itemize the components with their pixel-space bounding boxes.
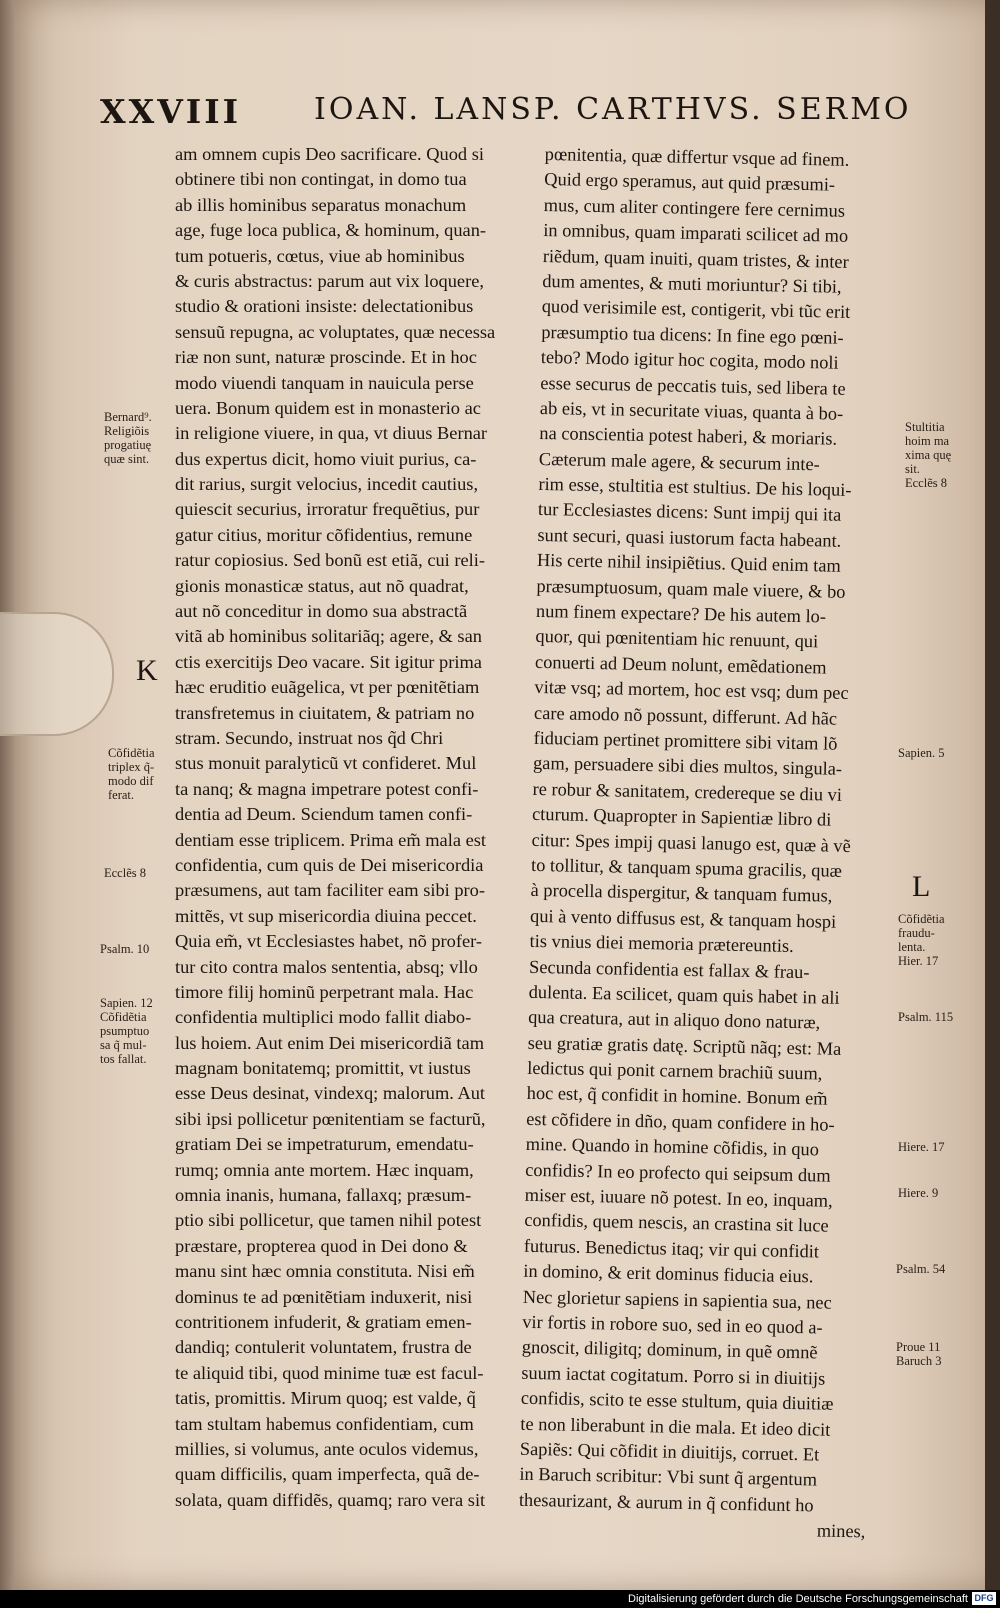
text-line: magnam bonitatemq; promittit, vt iustus xyxy=(175,1058,471,1079)
text-line: stus monuit paralyticũ vt confideret. Mul xyxy=(175,753,477,774)
text-line: præsumptio tua dicens: In fine ego pœni- xyxy=(541,321,844,348)
text-line: dentia ad Deum. Sciendum tamen confi- xyxy=(175,804,473,825)
digitization-footer xyxy=(0,1590,1000,1608)
text-line: gratiam Dei se impetraturum, emendatu- xyxy=(175,1134,474,1155)
text-line: te aliquid tibi, quod minime tuæ est facul- xyxy=(175,1362,484,1383)
margin-note-hiere17: Hiere. 17 xyxy=(898,1140,945,1154)
text-line: tur Ecclesiastes dicens: Sunt impij qui ita xyxy=(537,499,842,526)
text-line: gatur citius, moritur cõfidentius, remune xyxy=(175,524,473,545)
text-line: modo viuendi tanquam in nauicula perse xyxy=(175,372,474,393)
text-line: to tollitur, & tanquam spuma gracilis, quæ xyxy=(530,854,843,881)
text-line: omnia inanis, humana, fallaxq; præsum- xyxy=(175,1185,472,1206)
margin-note-confidentia: Cõfidẽtia triplex q̃- modo dif ferat. xyxy=(108,746,155,802)
text-line: sunt securi, quasi iustorum facta habeant. xyxy=(537,524,842,551)
text-line: riẽdum, quam inuiti, quam tristes, & inter xyxy=(542,245,849,272)
text-line: re robur & sanitatem, credereque se diu vi xyxy=(532,778,843,805)
text-line: ta nanq; & magna impetrare potest confi- xyxy=(175,778,479,799)
text-line: futurus. Benedictus itaq; vir qui confidit xyxy=(523,1235,820,1262)
margin-note-psalm10: Psalm. 10 xyxy=(100,942,150,956)
text-line: cturum. Quapropter in Sapientiæ libro di xyxy=(531,804,832,830)
text-line: age, fuge loca publica, & hominum, quan- xyxy=(175,220,487,241)
text-line: Nec glorietur sapiens in sapientia sua, nec xyxy=(522,1286,832,1313)
text-line: transfretemus in ciuitatem, & patriam no xyxy=(175,702,475,723)
text-line: rim esse, stultitia est stultius. De his loqui- xyxy=(538,474,852,501)
text-line: confidis, scito te esse stultum, quia diuitiæ xyxy=(520,1387,834,1414)
text-line: contritionem infuderit, & gratiam emen- xyxy=(175,1311,472,1332)
dfg-logo: DFG xyxy=(972,1592,996,1605)
section-letter-l: L xyxy=(912,870,931,903)
text-line: & curis abstractus: parum aut vix loquere, xyxy=(175,270,484,291)
text-line: mus, cum aliter contingere fere cernimus xyxy=(543,194,846,221)
text-line: quor, qui pœnitentiam hic renuunt, qui xyxy=(535,626,819,652)
left-text-column xyxy=(175,142,525,1513)
margin-note-bernard: Bernard⁹. Religiõis progatiuę quæ sint. xyxy=(104,410,152,466)
text-line: gam, persuadere sibi dies multos, singula- xyxy=(532,753,843,780)
text-line: in religione viuere, in qua, vt diuus Bernar xyxy=(175,423,488,444)
text-line: care amodo nõ possunt, differunt. Ad hãc xyxy=(533,702,838,729)
text-line: quod verisimile est, contigerit, vbi tũc erit xyxy=(541,296,851,323)
text-line: Cæterum male agere, & securum inte- xyxy=(538,448,820,475)
text-line: mine. Quando in homine cõfidis, in quo xyxy=(525,1134,820,1160)
margin-note-sapien12: Sapien. 12 Cõfidẽtia psumptuo sa q̃ mul- tos fallat. xyxy=(100,996,153,1066)
text-line: pœnitentia, quæ differtur vsque ad finem. xyxy=(544,143,850,170)
text-line: obtinere tibi non contingat, in domo tua xyxy=(175,169,467,190)
text-line: dum amentes, & muti moriuntur? Si tibi, xyxy=(542,270,842,297)
text-line: à procella dispergitur, & tanquam fumus, xyxy=(530,880,833,906)
running-title: IOAN. LANSP. CARTHVS. SERMO xyxy=(314,92,912,127)
text-line: dentiam esse triplicem. Prima em̃ mala est xyxy=(175,829,487,850)
text-line: num finem expectare? De his autem lo- xyxy=(535,600,827,627)
text-line: tum potueris, cœtus, viue ab hominibus xyxy=(175,245,465,266)
text-line: studio & orationi insiste: delectationibus xyxy=(175,296,474,317)
text-line: esse securus de peccatis tuis, sed libera te xyxy=(540,372,846,399)
text-line: Quid ergo speramus, aut quid præsumi- xyxy=(544,169,836,195)
margin-note-confidentia-fraudulenta: Cõfidẽtia fraudu- lenta. Hier. 17 xyxy=(898,912,945,968)
margin-note-eccles8: Ecclẽs 8 xyxy=(104,866,146,880)
text-line: quam difficilis, quam imperfecta, quã de- xyxy=(175,1464,480,1485)
book-spine xyxy=(0,0,14,1590)
margin-note-psalm54: Psalm. 54 xyxy=(896,1262,946,1276)
page-header xyxy=(100,92,920,142)
text-line: ctis exercitijs Deo vacare. Sit igitur prima xyxy=(175,651,482,672)
footer-text: Digitalisierung gefördert durch die Deutsche Forschungsgemeinschaft xyxy=(628,1593,968,1605)
text-line: hoc est, q̃ confidit in homine. Bonum em̃ xyxy=(526,1083,828,1110)
text-line: qua creatura, aut in aliquo dono naturæ, xyxy=(528,1007,821,1033)
text-line: tis vnius diei memoria prætereuntis. xyxy=(529,930,794,957)
text-line: na conscientia potest haberi, & moriaris. xyxy=(539,423,838,449)
text-line: præsumptuosum, quam male viuere, & bo xyxy=(536,575,846,602)
text-line: sibi ipsi pollicetur pœnitentiam se facturũ, xyxy=(175,1108,486,1129)
text-line: ab eis, vt in securitate viuas, quanta à bo- xyxy=(539,397,844,424)
text-line: dit rarius, surgit velocius, incedit cautius, xyxy=(175,474,479,495)
text-line: am omnem cupis Deo sacrificare. Quod si xyxy=(175,144,484,164)
folio-number: XXVIII xyxy=(100,92,242,131)
paper-tab xyxy=(0,612,114,736)
text-line: ratur copiosius. Sed bonũ est etiã, cui reli- xyxy=(175,550,486,571)
text-line: citur: Spes impij quasi lanugo est, quæ à vẽ xyxy=(531,829,851,856)
text-line: te non liberabunt in die mala. Et ideo dicit xyxy=(520,1413,831,1440)
text-line: tam stultam habemus confidentiam, cum xyxy=(175,1413,474,1434)
right-text-column xyxy=(518,142,900,1545)
text-line: dominus te ad pœnitẽtiam induxerit, nisi xyxy=(175,1286,473,1307)
text-line: vitæ vsq; ad mortem, hoc est vsq; dum pec xyxy=(534,677,849,704)
text-line: ab illis hominibus separatus monachum xyxy=(175,194,467,215)
text-line: tebo? Modo igitur hoc cogita, modo noli xyxy=(540,347,839,373)
text-line: thesaurizant, & aurum in q̃ confidunt ho xyxy=(518,1489,814,1516)
text-line: confidentia, cum quis de Dei misericordia xyxy=(175,854,484,875)
text-line: fiduciam pertinet promittere sibi vitam lõ xyxy=(533,727,838,754)
text-line: præstare, propterea quod in Dei dono & xyxy=(175,1235,468,1256)
text-line: est cõfidere in dño, quam confidere in ho- xyxy=(526,1108,835,1135)
text-line: in Baruch scribitur: Vbi sunt q̃ argentum xyxy=(519,1464,818,1490)
text-line: mines, xyxy=(816,1520,866,1542)
text-line: in omnibus, quam imparati scilicet ad mo xyxy=(543,220,849,247)
text-line: confidentia multiplici modo fallit diabo- xyxy=(175,1007,472,1028)
text-line: miser est, iuuare nõ potest. In eo, inquam, xyxy=(524,1184,833,1211)
text-line: in domino, & erit dominus fiducia eius. xyxy=(523,1260,814,1287)
text-line: rumq; omnia ante mortem. Hæc inquam, xyxy=(175,1159,474,1180)
text-line: qui à vento diffusus est, & tanquam hospi xyxy=(529,905,837,932)
section-letter-k: K xyxy=(136,654,158,687)
text-line: uera. Bonum quidem est in monasterio ac xyxy=(175,397,481,418)
text-line: millies, si volumus, ante oculos videmus, xyxy=(175,1438,479,1459)
margin-note-hiere9: Hiere. 9 xyxy=(898,1186,939,1200)
text-line: timore filij hominũ perpetrant mala. Hac xyxy=(175,981,474,1002)
margin-note-stultitia: Stultitia hoim ma xima quę sit. Ecclẽs 8 xyxy=(905,420,952,490)
text-line: vitã ab hominibus solitariãq; agere, & san xyxy=(175,626,482,647)
text-line: mittẽs, vt sup misericordia diuina peccet. xyxy=(175,905,477,926)
margin-note-proue11: Proue 11 Baruch 3 xyxy=(896,1340,942,1368)
text-line: confidis? In eo profecto qui seipsum dum xyxy=(525,1159,831,1186)
text-line: conuerti ad Deum nolunt, emẽdationem xyxy=(534,651,827,678)
text-line: gionis monasticæ status, aut nõ quadrat, xyxy=(175,575,469,596)
text-line: solata, quam diffidẽs, quamq; raro vera sit xyxy=(175,1489,486,1510)
text-line: aut nõ conceditur in domo sua abstractã xyxy=(175,601,468,622)
text-line: tur cito contra malos sententia, absq; vllo xyxy=(175,956,478,977)
text-line: Quia em̃, vt Ecclesiastes habet, nõ profer- xyxy=(175,931,483,952)
text-line: confidis, quem nescis, an crastina sit luce xyxy=(524,1210,829,1237)
text-line: stram. Secundo, instruat nos q̃d Chri xyxy=(175,727,444,748)
text-line: esse Deus desinat, vindexq; malorum. Aut xyxy=(175,1083,486,1104)
text-line: seu gratiæ gratis datę. Scriptũ nãq; est: Ma xyxy=(527,1032,842,1059)
text-line: quiescit securius, irroratur frequẽtius, pur xyxy=(175,499,480,520)
text-line: gnoscit, diligitq; dominum, in quẽ omnẽ xyxy=(521,1337,818,1363)
text-line: Secunda confidentia est fallax & frau- xyxy=(528,956,810,982)
text-line: dulenta. Ea scilicet, quam quis habet in ali xyxy=(528,981,840,1008)
text-line: lus hoiem. Aut enim Dei misericordiã tam xyxy=(175,1032,485,1053)
text-line: suum iactat cogitatum. Porro si in diuitijs xyxy=(521,1362,826,1389)
text-line: ledictus qui ponit carnem brachiũ suum, xyxy=(527,1057,823,1084)
text-line: manu sint hæc omnia constituta. Nisi em̃ xyxy=(175,1261,475,1282)
margin-note-psalm115: Psalm. 115 xyxy=(898,1010,954,1024)
text-line: Sapiẽs: Qui cõfidit in diuitijs, corruet. Et xyxy=(519,1438,820,1465)
text-line: dandiq; contulerit voluntatem, frustra de xyxy=(175,1337,472,1358)
text-line: præsumens, aut tam faciliter eam sibi pro- xyxy=(175,880,486,901)
text-line: ptio sibi pollicetur, que tamen nihil potest xyxy=(175,1210,482,1231)
text-line: hæc eruditio euãgelica, vt per pœnitẽtiam xyxy=(175,677,480,698)
text-line: vir fortis in robore suo, sed in eo quod a- xyxy=(522,1311,823,1338)
text-line: dus expertus dicit, homo viuit purius, ca- xyxy=(175,448,477,469)
margin-note-sapien5: Sapien. 5 xyxy=(898,746,945,760)
text-line: tatis, promittis. Mirum quoq; est valde, q̃ xyxy=(175,1388,476,1409)
text-line: His certe nihil insipiẽtius. Quid enim tam xyxy=(536,550,842,577)
text-line: riæ non sunt, naturæ proscinde. Et in hoc xyxy=(175,347,477,368)
text-line: sensuũ repugna, ac voluptates, quæ necessa xyxy=(175,321,496,342)
